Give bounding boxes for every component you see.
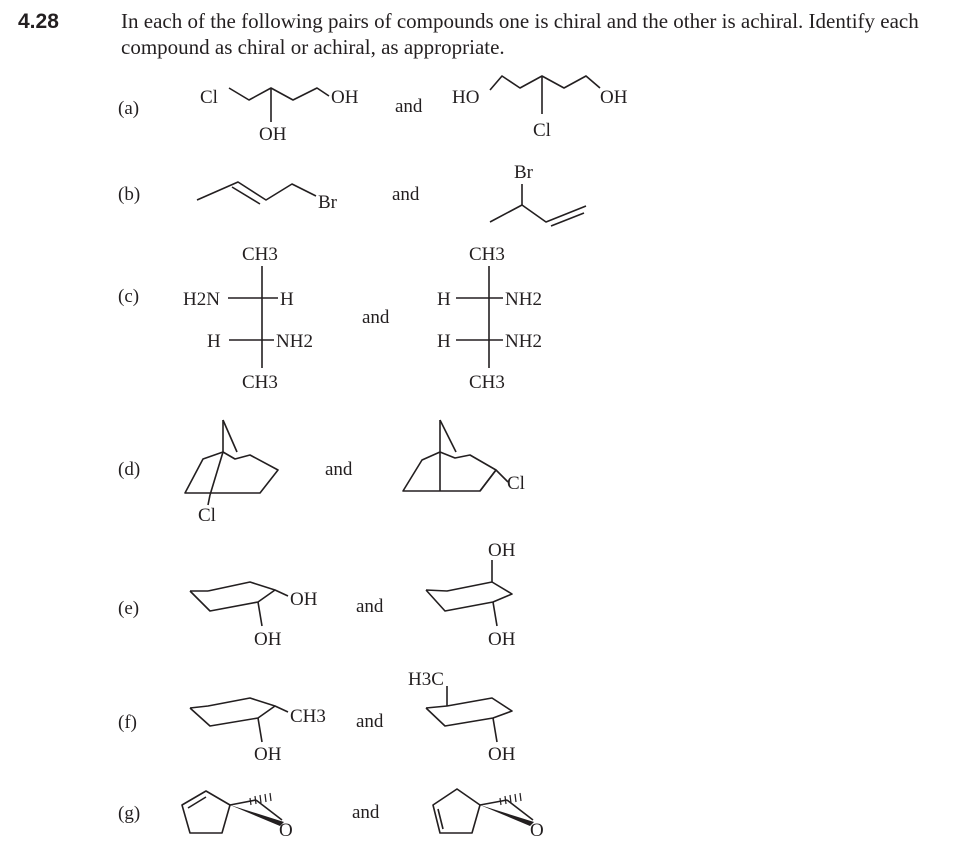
atom-oh: OH bbox=[600, 87, 628, 108]
atom-h: H bbox=[437, 331, 451, 352]
group-ch3: CH3 bbox=[469, 244, 505, 265]
problem-text: In each of the following pairs of compounds one is chiral and the other is achiral. Identify each compound as chiral or achiral, as appropriate. bbox=[121, 9, 919, 59]
part-label-c: (c) bbox=[118, 286, 140, 307]
atom-br: Br bbox=[318, 192, 337, 213]
structure-a-left bbox=[200, 87, 359, 145]
atom-oh: OH bbox=[331, 87, 359, 108]
structure-e-right bbox=[426, 540, 516, 650]
group-oh: OH bbox=[488, 744, 516, 765]
atom-cl: Cl bbox=[507, 473, 525, 494]
atom-o: O bbox=[530, 820, 544, 841]
group-h3c: H3C bbox=[408, 669, 444, 690]
structure-f-right bbox=[408, 669, 516, 765]
group-oh: OH bbox=[488, 540, 516, 561]
group-oh: OH bbox=[290, 589, 318, 610]
group-oh: OH bbox=[488, 629, 516, 650]
group-ch3: CH3 bbox=[242, 244, 278, 265]
structure-d-right bbox=[403, 420, 525, 494]
group-nh2: NH2 bbox=[505, 331, 542, 352]
atom-h: H bbox=[280, 289, 294, 310]
atom-o: O bbox=[279, 820, 293, 841]
structure-f-left bbox=[190, 698, 326, 765]
atom-cl: Cl bbox=[200, 87, 218, 108]
part-label-e: (e) bbox=[118, 598, 140, 619]
part-label-b: (b) bbox=[118, 184, 141, 205]
group-nh2: NH2 bbox=[505, 289, 542, 310]
atom-h: H bbox=[437, 289, 451, 310]
structure-c-left bbox=[183, 244, 313, 393]
group-oh: OH bbox=[254, 744, 282, 765]
problem-number: 4.28 bbox=[18, 10, 59, 33]
and-connector-d: and bbox=[325, 459, 353, 480]
group-ch3: CH3 bbox=[469, 372, 505, 393]
group-ch3: CH3 bbox=[242, 372, 278, 393]
atom-h: H bbox=[207, 331, 221, 352]
structure-a-right bbox=[452, 76, 628, 141]
group-h2n: H2N bbox=[183, 289, 220, 310]
and-connector-c: and bbox=[362, 307, 390, 328]
atom-cl: Cl bbox=[533, 120, 551, 141]
and-connector-e: and bbox=[356, 596, 384, 617]
part-label-g: (g) bbox=[118, 803, 141, 824]
atom-br: Br bbox=[514, 162, 533, 183]
group-oh: OH bbox=[254, 629, 282, 650]
atom-ho: HO bbox=[452, 87, 480, 108]
group-ch3: CH3 bbox=[290, 706, 326, 727]
group-nh2: NH2 bbox=[276, 331, 313, 352]
structure-g-left bbox=[182, 791, 293, 841]
and-connector-b: and bbox=[392, 184, 420, 205]
structure-b-left bbox=[197, 182, 338, 213]
structure-g-right bbox=[433, 789, 544, 841]
structure-d-left bbox=[185, 420, 278, 526]
atom-cl: Cl bbox=[198, 505, 216, 526]
and-connector-a: and bbox=[395, 96, 423, 117]
part-label-a: (a) bbox=[118, 98, 140, 119]
structure-b-right bbox=[490, 162, 586, 226]
part-label-f: (f) bbox=[118, 712, 137, 733]
and-connector-g: and bbox=[352, 802, 380, 823]
structure-e-left bbox=[190, 582, 318, 650]
atom-oh: OH bbox=[259, 124, 287, 145]
structure-c-right bbox=[437, 244, 542, 393]
and-connector-f: and bbox=[356, 711, 384, 732]
part-label-d: (d) bbox=[118, 459, 141, 480]
